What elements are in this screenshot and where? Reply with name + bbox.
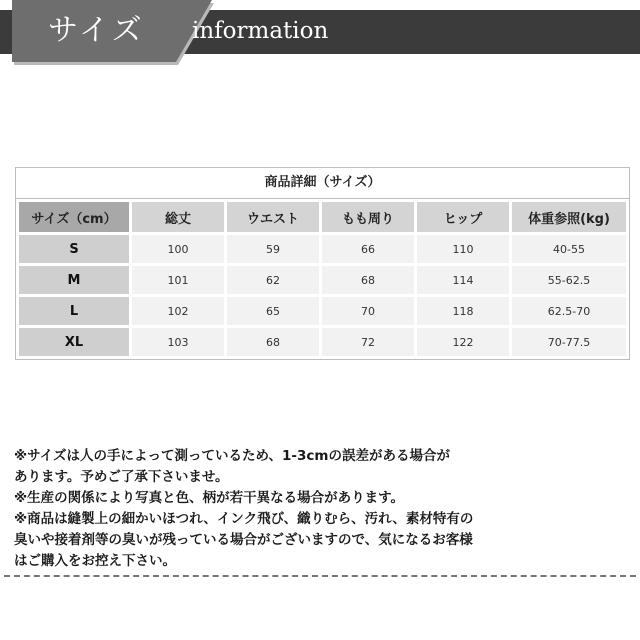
cell-waist: 65: [227, 297, 319, 325]
note-quality: ※商品は縫製上の細かいほつれ、インク飛び、織りむら、汚れ、素材特有の 臭いや接着剤等の臭いが残っている場合がございますので、気になるお客様 はご購入をお控え下さい。: [14, 511, 474, 569]
header-thigh: もも周り: [322, 202, 414, 232]
cell-hip: 114: [417, 266, 509, 294]
cell-thigh: 66: [322, 235, 414, 263]
cell-weight: 62.5-70: [512, 297, 626, 325]
size-table: [16, 199, 629, 359]
cell-weight: 70-77.5: [512, 328, 626, 356]
cell-waist: 59: [227, 235, 319, 263]
cell-hip: 122: [417, 328, 509, 356]
table-caption: 商品詳細（サイズ）: [16, 168, 629, 199]
header-waist: ウエスト: [227, 202, 319, 232]
header-size: サイズ（cm）: [19, 202, 129, 232]
notes-section: [14, 446, 630, 572]
cell-waist: 62: [227, 266, 319, 294]
row-size-label: S: [19, 235, 129, 263]
table-row: [19, 266, 626, 294]
cell-length: 101: [132, 266, 224, 294]
cell-thigh: 70: [322, 297, 414, 325]
cell-length: 102: [132, 297, 224, 325]
header-banner: [0, 0, 640, 62]
header-weight: 体重参照(kg): [512, 202, 626, 232]
table-header-row: [19, 202, 626, 232]
table-row: [19, 297, 626, 325]
cell-hip: 118: [417, 297, 509, 325]
note-measurement: ※サイズは人の手によって測っているため、1-3cmの誤差がある場合が あります。予めご了承下さいませ。: [14, 448, 450, 485]
dashed-divider: [4, 575, 636, 577]
row-size-label: XL: [19, 328, 129, 356]
cell-thigh: 68: [322, 266, 414, 294]
banner-title: サイズ: [48, 13, 145, 48]
cell-thigh: 72: [322, 328, 414, 356]
cell-length: 103: [132, 328, 224, 356]
table-row: [19, 328, 626, 356]
size-table-container: [15, 167, 630, 360]
cell-waist: 68: [227, 328, 319, 356]
banner-subtitle: information: [192, 18, 329, 44]
table-row: [19, 235, 626, 263]
cell-hip: 110: [417, 235, 509, 263]
header-hip: ヒップ: [417, 202, 509, 232]
header-length: 総丈: [132, 202, 224, 232]
cell-weight: 40-55: [512, 235, 626, 263]
cell-length: 100: [132, 235, 224, 263]
row-size-label: L: [19, 297, 129, 325]
note-color: ※生産の関係により写真と色、柄が若干異なる場合があります。: [14, 490, 405, 506]
row-size-label: M: [19, 266, 129, 294]
cell-weight: 55-62.5: [512, 266, 626, 294]
